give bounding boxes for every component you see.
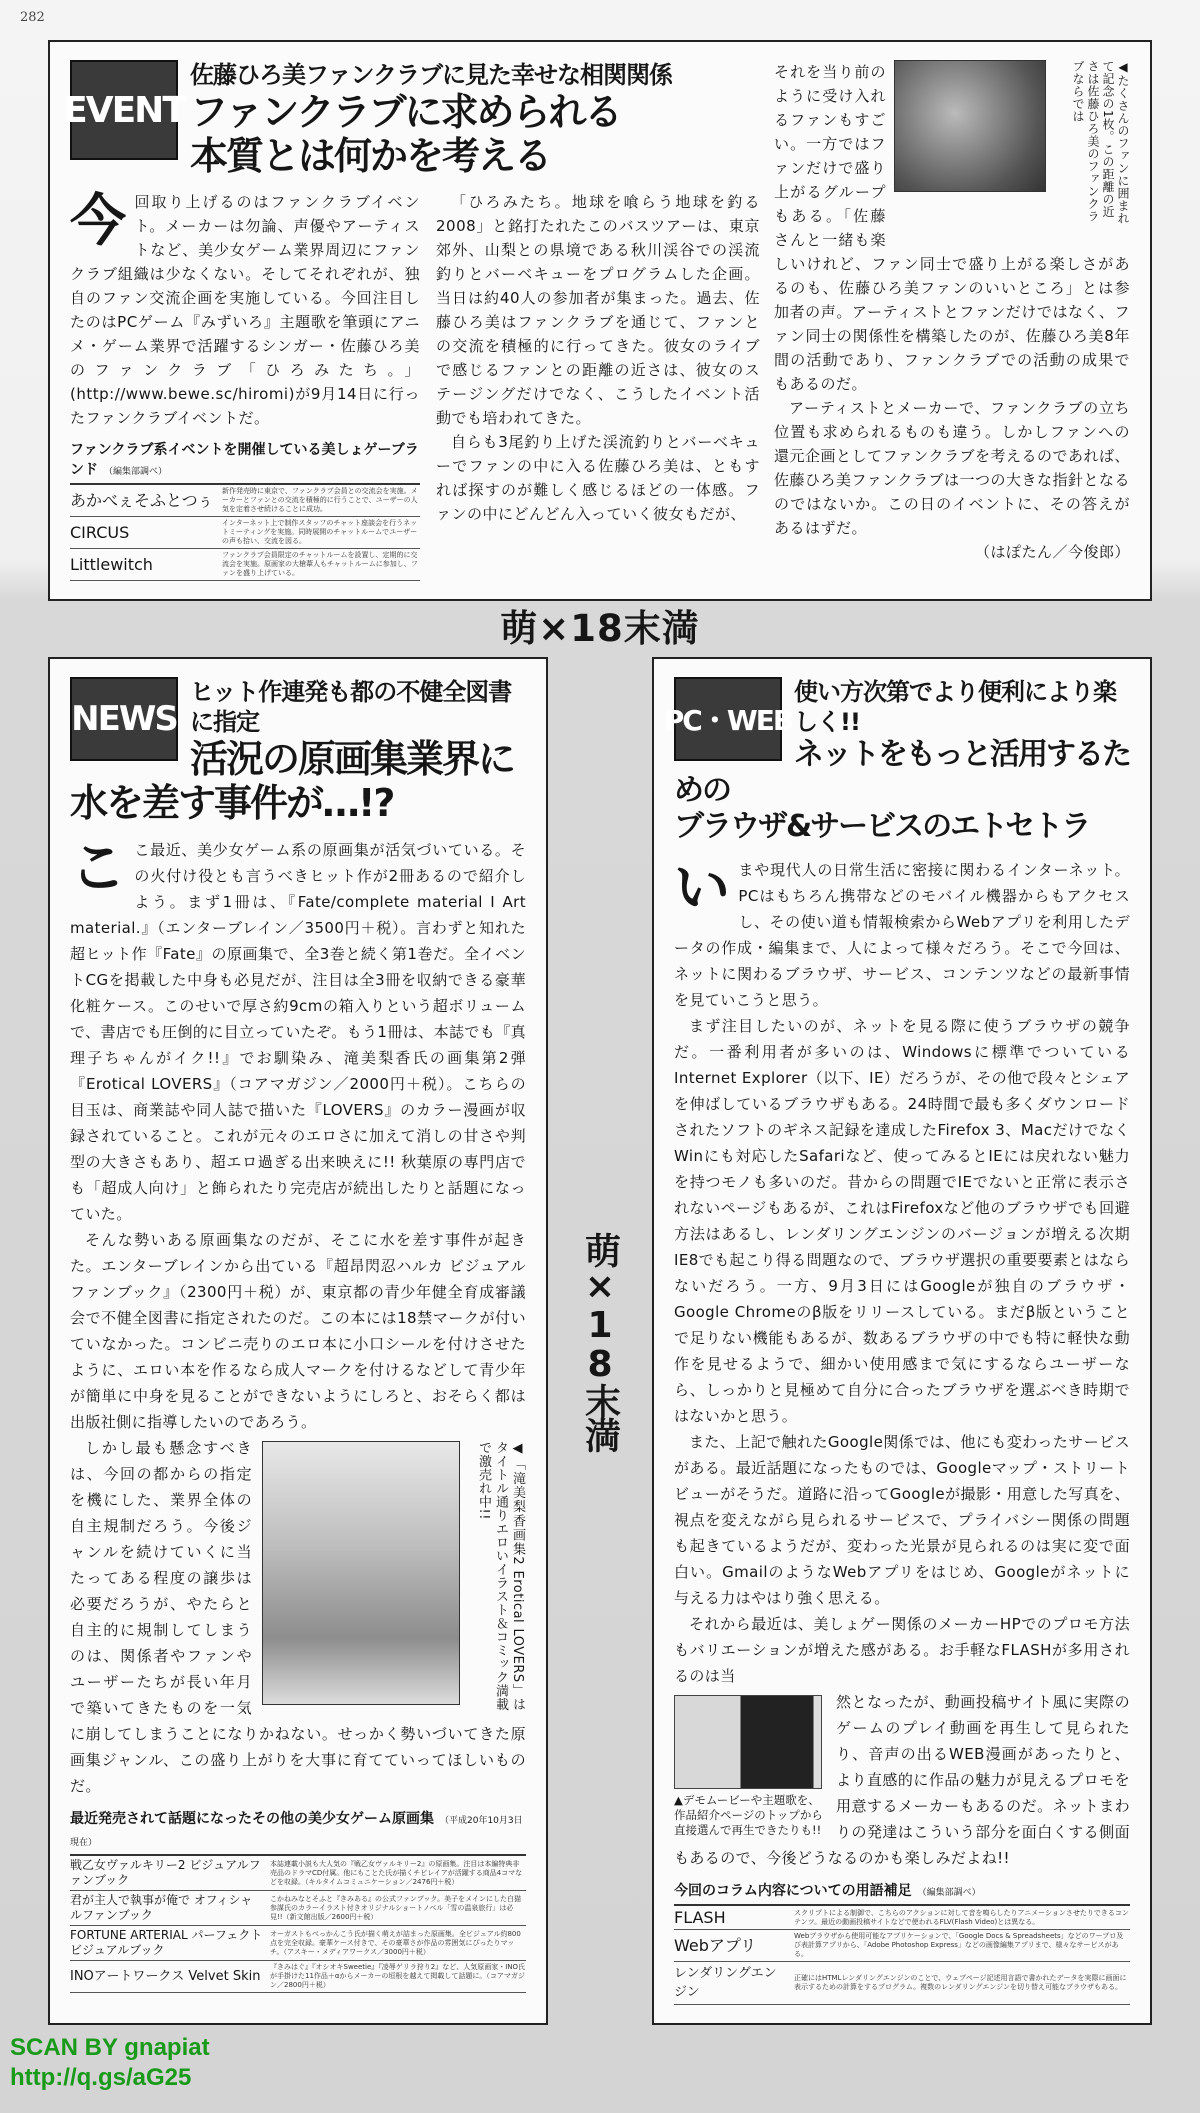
drop-cap: こ xyxy=(70,836,127,901)
paragraph: 回取り上げるのはファンクラブイベント。メーカーは勿論、声優やアーティストなど、美少女ゲーム業界周辺にファンクラブ組織は少なくない。そしてそれぞれが、独自のファン交流企画を実施している。今回注目したのはPCゲーム『みずいろ』主題歌を筆頭にアニメ・ゲーム業界で活躍するシンガー・佐藤ひろ美のファンクラブ「ひろみたち。」(http://www.bewe.sc/hiromi)が9月14日に行ったファンクラブイベントだ。 xyxy=(70,193,420,427)
event-badge: EVENT xyxy=(70,60,178,160)
news-article xyxy=(48,657,548,2025)
paragraph: また、上記で触れたGoogle関係では、他にも変わったサービスがある。最近話題になったものでは、Googleマップ・ストリートビューがそうだ。道路に沿ってGoogleが撮影・用意した写真を、視点を変えながら見られるサービスで、プライバシー関係の問題も起きているようだが、変わった光景が見られるのは実に変で面白い。GmailのようなWebアプリをはじめ、Googleがネットに与える力はやはり強く思える。 xyxy=(674,1433,1130,1607)
table-row: あかべぇそふとつぅ 新作発売時に東京で、ファンクラブ会員との交流会を実施。メーカーとファンとの交流を積極的に行うことで、ユーザーの人気を定着させ続けることに成功。 xyxy=(70,485,420,517)
paragraph: 「ひろみたち。地球を喰らう地球を釣る2008」と銘打たれたこのバスツアーは、東京郊外、山梨との県境である秋川渓谷での渓流釣りとバーベキューをプログラムした企画。当日は約40人の参加者が集まった。過去、佐藤ひろ美はファンクラブを通じて、ファンとの交流を積極的に行ってきた。彼女のライブで感じるファンとの距離の近さは、彼女のステージングだけでなく、こうしたイベント活動でも培われてきた。 xyxy=(436,193,760,427)
table-row: FLASH スクリプトによる制御で、こちらのアクションに対して音を鳴らしたりアニメーションさせたりできるコンテンツ。最近の動画投稿サイトなどで使われるFLV(Flash Video)とは異なる。 xyxy=(674,1906,1130,1930)
paragraph: それから最近は、美しょゲー関係のメーカーHPでのプロモ方法もバリエーションが増えた感がある。お手軽なFLASHが多用されるのは当 xyxy=(674,1615,1130,1685)
event-left-part xyxy=(63,60,760,581)
event-subtitle: 佐藤ひろ美ファンクラブに見た幸せな相関関係 xyxy=(190,61,673,89)
illustration-caption: ◀「滝美梨香画集2 Erotical LOVERS」はタイトル通りエロいイラスト＆コミック満載で激売れ中!! xyxy=(476,1441,525,1711)
pcweb-article xyxy=(652,657,1152,2025)
table-row: CIRCUS インターネット上で制作スタッフのチャット座談会を行うネットミーティングを実施。同時展開のチャットルームでユーザーの声も拾い、交流を図る。 xyxy=(70,517,420,549)
news-title-line1: 活況の原画集業界に xyxy=(190,737,515,781)
table-row: Littlewitch ファンクラブ会員限定のチャットルームを設置し、定期的に交流会を実施。原画家の大槍葦人もチャットルームに参加し、ファンを盛り上げている。 xyxy=(70,549,420,581)
event-column-3 xyxy=(774,60,1130,581)
event-title-line2: 本質とは何かを考える xyxy=(190,134,551,178)
section-divider-horizontal: 萌×18末満 xyxy=(500,607,700,650)
paragraph: そんな勢いある原画集なのだが、そこに水を差す事件が起きた。エンターブレインから出ている『超昂閃忍ハルカ ビジュアルファンブック』（2300円＋税）が、東京都の青少年健全育成審議会で不健全図書に指定されたのだ。この本には18禁マークが付いていなかった。コンビニ売りのエロ本に小口シールを付けさせたように、エロい本を作るなら成人マークを付けるなどして青少年が簡単に中身を見ることができないようにしろと、おそらく都は出版社側に指導したいのであろう。 xyxy=(70,1231,526,1431)
event-article xyxy=(48,40,1152,601)
pcweb-badge: PC・WEB xyxy=(674,677,782,761)
pcweb-body xyxy=(674,857,1130,1871)
section-divider-vertical: 萌×18末満 xyxy=(579,1231,621,1451)
paragraph-part: ーでファンの中に入る佐藤ひろ美は、ともすれば探すのが難しく感じるほどの一体感。ファンの中にどんどん入っていく彼女もだが、 xyxy=(436,457,760,523)
glossary-table xyxy=(674,1881,1130,2005)
watermark xyxy=(10,2033,1152,2093)
illustration-block xyxy=(262,1441,526,1711)
drop-cap: 今 xyxy=(70,189,127,254)
watermark-url: http://q.gs/aG25 xyxy=(10,2064,192,2091)
paragraph: まや現代人の日常生活に密接に関わるインターネット。PCはもちろん携帯などのモバイル機器からもアクセスし、その使い道も情報検索からWebアプリを利用したデータの作成・編集まで、人によって様々だろう。そこで今回は、ネットに関わるブラウザ、サービス、コンテンツなどの最新事情を見ていこうと思う。 xyxy=(674,861,1130,1009)
paragraph: まず注目したいのが、ネットを見る際に使うブラウザの競争だ。一番利用者が多いのは、Windowsに標準でついているInternet Explorer（以下、IE）だろうが、その他で段々とシェアを伸ばしているブラウザもある。24時間で最も多くダウンロードされたソフトのギネス記録を達成したFirefox 3、MacだけでなくWinにも対応したSafariなど、使ってみるとIEには戻れない魅力を持つモノも多いのだ。昔からの問題でIEでないと正常に表示されないページもあるが、これはFirefoxなど他のブラウザでも回避方法はあるし、レンダリングエンジンのバージョンが増える次期IE8でも起こり得る問題なので、ブラウザ選択の重要要素とはならないだろう。一方、9月3日にはGoogleが独自のブラウザ・Google Chromeのβ版をリリースしている。まだβ版ということで足りない機能もあるが、数あるブラウザの中でも特に軽快な動作を見せるようで、細かい使用感まで気にするならユーザーなら、しっかりと見極めて自分に合ったブラウザを選ぶべき時期ではないかと思う。 xyxy=(674,1017,1130,1425)
watermark-scanner: SCAN BY gnapiat xyxy=(10,2034,210,2061)
author-credit: （はぽたん／今俊郎） xyxy=(974,543,1130,561)
section-divider-vertical-wrap xyxy=(548,657,652,2025)
paragraph-part: 自らも3尾釣り上げた渓流釣りとバーベキュ xyxy=(451,433,760,451)
photo-block xyxy=(894,60,1130,225)
page-number: 282 xyxy=(20,10,45,25)
paragraph: しかし最も懸念すべきは、今回の都からの指定を機にした、業界全体の自主規制だろう。今後ジャンルを続けていくに当たってある程度の譲歩は必要だろうが、やたらと自主的に規制してしまうのは、関係者やファンやユーザーたちが長い年月で築いてきたものを一気に崩してしまうことになりかねない。せっかく勢いづいてきた原画集ジャンル、この盛り上がりを大事に育てていってほしいものだ。 xyxy=(70,1439,526,1795)
table-row: レンダリングエンジン 正確にはHTMLレンダリングエンジンのことで、ウェブページ記述用言語で書かれたデータを実際に画面に表示するための計算をするプログラム。複数のレンダリングエンジンを切り替え可能なブラウザもある。 xyxy=(674,1962,1130,2005)
photo-caption: ◀たくさんのファンに囲まれて記念の1枚。この距離の近さは佐藤ひろ美のファンクラブならでは xyxy=(1071,60,1130,225)
event-header xyxy=(63,60,760,178)
pcweb-title-line1: ネットをもっと活用するための xyxy=(674,737,1130,808)
news-body xyxy=(70,837,526,1799)
fanclub-brand-table xyxy=(70,440,420,581)
paragraph: アーティストとメーカーで、ファンクラブの立ち位置も求められるものも違う。しかしファンへの還元企画としてファンクラブを考えるのであれば、佐藤ひろ美ファンクラブは一つの大きな指針となるのではないか。この日のイベントに、その答えがあるはずだ。 xyxy=(774,399,1130,537)
event-column-2 xyxy=(436,190,760,581)
paragraph: だけで盛り上がるグループもある。「佐藤さんと一緒も楽しいけれど、ファン同士で盛り上がる楽しさがあるのも、佐藤ひろ美ファンのいいところ」とは参加者の声。アーティストとファンだけではなく、ファン同士の関係性を構築したのが、佐藤ひろ美8年間の活動であり、ファンクラブでの活動の成果でもあるのだ。 xyxy=(774,159,1130,393)
drop-cap: い xyxy=(674,856,731,921)
paragraph: 然となったが、動画投稿サイト風に実際のゲームのプレイ動画を再生して見られたり、音声の出るWEB漫画があったりと、より直感的に作品の魅力が見えるプロモを用意するメーカーもあるのだ。ネットまわりの発達はこういう部分を面白くする側面もあるので、今後どうなるのかも楽しみだよね!! xyxy=(674,1693,1130,1867)
news-badge: NEWS xyxy=(70,677,178,761)
table-title: 最近発売されて話題になったその他の美少女ゲーム原画集 （平成20年10月3日現在） xyxy=(70,1809,526,1856)
table-row: 君が主人で執事が俺で オフィシャルファンブック こかねみなとそふと『きみある』の公式ファンブック。美子をメインにした白猫参謀氏のカラーイラスト付きオリジナルショートノベル「雪の温泉旅行」は必見!!（新文館出版／2600円＋税） xyxy=(70,1891,526,1926)
screenshot-block xyxy=(674,1695,824,1838)
paragraph: こ最近、美少女ゲーム系の原画集が活気づいている。その火付け役とも言うべきヒット作が2冊あるので紹介しよう。まず1冊は、『Fate/complete material I Art material.』（エンターブレイン／3500円＋税）。言わずと知れた超ヒット作『Fate』の原画集で、全3巻と続く第1巻だ。全イベントCGを掲載した中身も必見だが、注目は全3冊を収納できる豪華化粧ケース。このせいで厚さ約9cmの箱入りという超ボリュームで、書店でも圧倒的に目立っていたぞ。もう1冊は、本誌でも『真理子ちゃんがイク!!』でお馴染み、滝美梨香氏の画集第2弾『Erotical LOVERS』（コアマガジン／2000円＋税）。こちらの目玉は、商業誌や同人誌で描いた『LOVERS』のカラー漫画が収録されていること。これが元々のエロさに加えて消しの甘さや判型の大きさもあり、超エロ過ぎる出来映えに!! 秋葉原の専門店でも「超成人向け」と飾られたり完売店が続出したりと話題になっていた。 xyxy=(70,841,526,1223)
paragraph: それを当り前のように受け入れるファンもすごい。一方ではファン xyxy=(774,63,886,177)
event-column-1-text xyxy=(70,190,420,430)
artbook-illustration xyxy=(262,1441,460,1705)
paragraph xyxy=(436,430,760,526)
event-column-1 xyxy=(70,190,420,581)
news-header xyxy=(70,677,526,825)
pcweb-subtitle: 使い方次第でより便利により楽しく!! xyxy=(794,678,1116,736)
fan-photo xyxy=(894,60,1046,192)
pcweb-title-line2: ブラウザ&サービスのエトセトラ xyxy=(674,809,1090,844)
screenshot-caption: ▲デモムービーや主題歌を、作品紹介ページのトップから直接選んで再生できたりも!! xyxy=(674,1793,823,1837)
event-columns xyxy=(70,190,760,581)
table-row: 戦乙女ヴァルキリー2 ビジュアルファンブック 本誌連載小説も大人気の『戦乙女ヴァルキリー2』の原画集。注目は本編特典非売品のドラマCD付属。他にもことた氏が描くチビレイアが活躍する商品4コマなどを収録。（キルタイムコミュニケーション／2476円＋税） xyxy=(70,1856,526,1891)
table-title: ファンクラブ系イベントを開催している美しょゲーブランド （編集部調べ） xyxy=(70,440,420,485)
table-title: 今回のコラム内容についての用語補足 （編集部調べ） xyxy=(674,1881,1130,1906)
event-title-line1: ファンクラブに求められる xyxy=(190,90,621,134)
table-row: INOアートワークス Velvet Skin 『きみはぐ』『オシオキSweetie』『凌辱ゲリラ狩り2』など、人気原画家・INO氏が手掛けた11作品＋αからメーカーの垣根を越えて掲載して話題に。（コアマガジン／2800円＋税） xyxy=(70,1961,526,1993)
bottom-articles xyxy=(48,657,1152,2025)
pcweb-header xyxy=(663,677,1130,845)
artbook-table xyxy=(70,1809,526,1993)
news-title-line2: 水を差す事件が…!? xyxy=(70,781,394,825)
table-row: FORTUNE ARTERIAL パーフェクトビジュアルブック オーガストもべっかんこう氏が描く萌えが詰まった原画集。全ビジュアル約800点を完全収録。豪華ケース付きで、その豪華さが作品の雰囲気にぴったりマッチ。（アスキー・メディアワークス／3000円＋税） xyxy=(70,1926,526,1961)
website-screenshot xyxy=(674,1695,822,1789)
table-row: Webアプリ Webブラウザから使用可能なアプリケーションで、「Google Docs & Spreadsheets」などのワープロ及び表計算アプリから、「Adobe Photoshop Express」などの画像編集アプリまで、様々なサービスがある。 xyxy=(674,1930,1130,1962)
news-subtitle: ヒット作連発も都の不健全図書に指定 xyxy=(190,678,512,736)
